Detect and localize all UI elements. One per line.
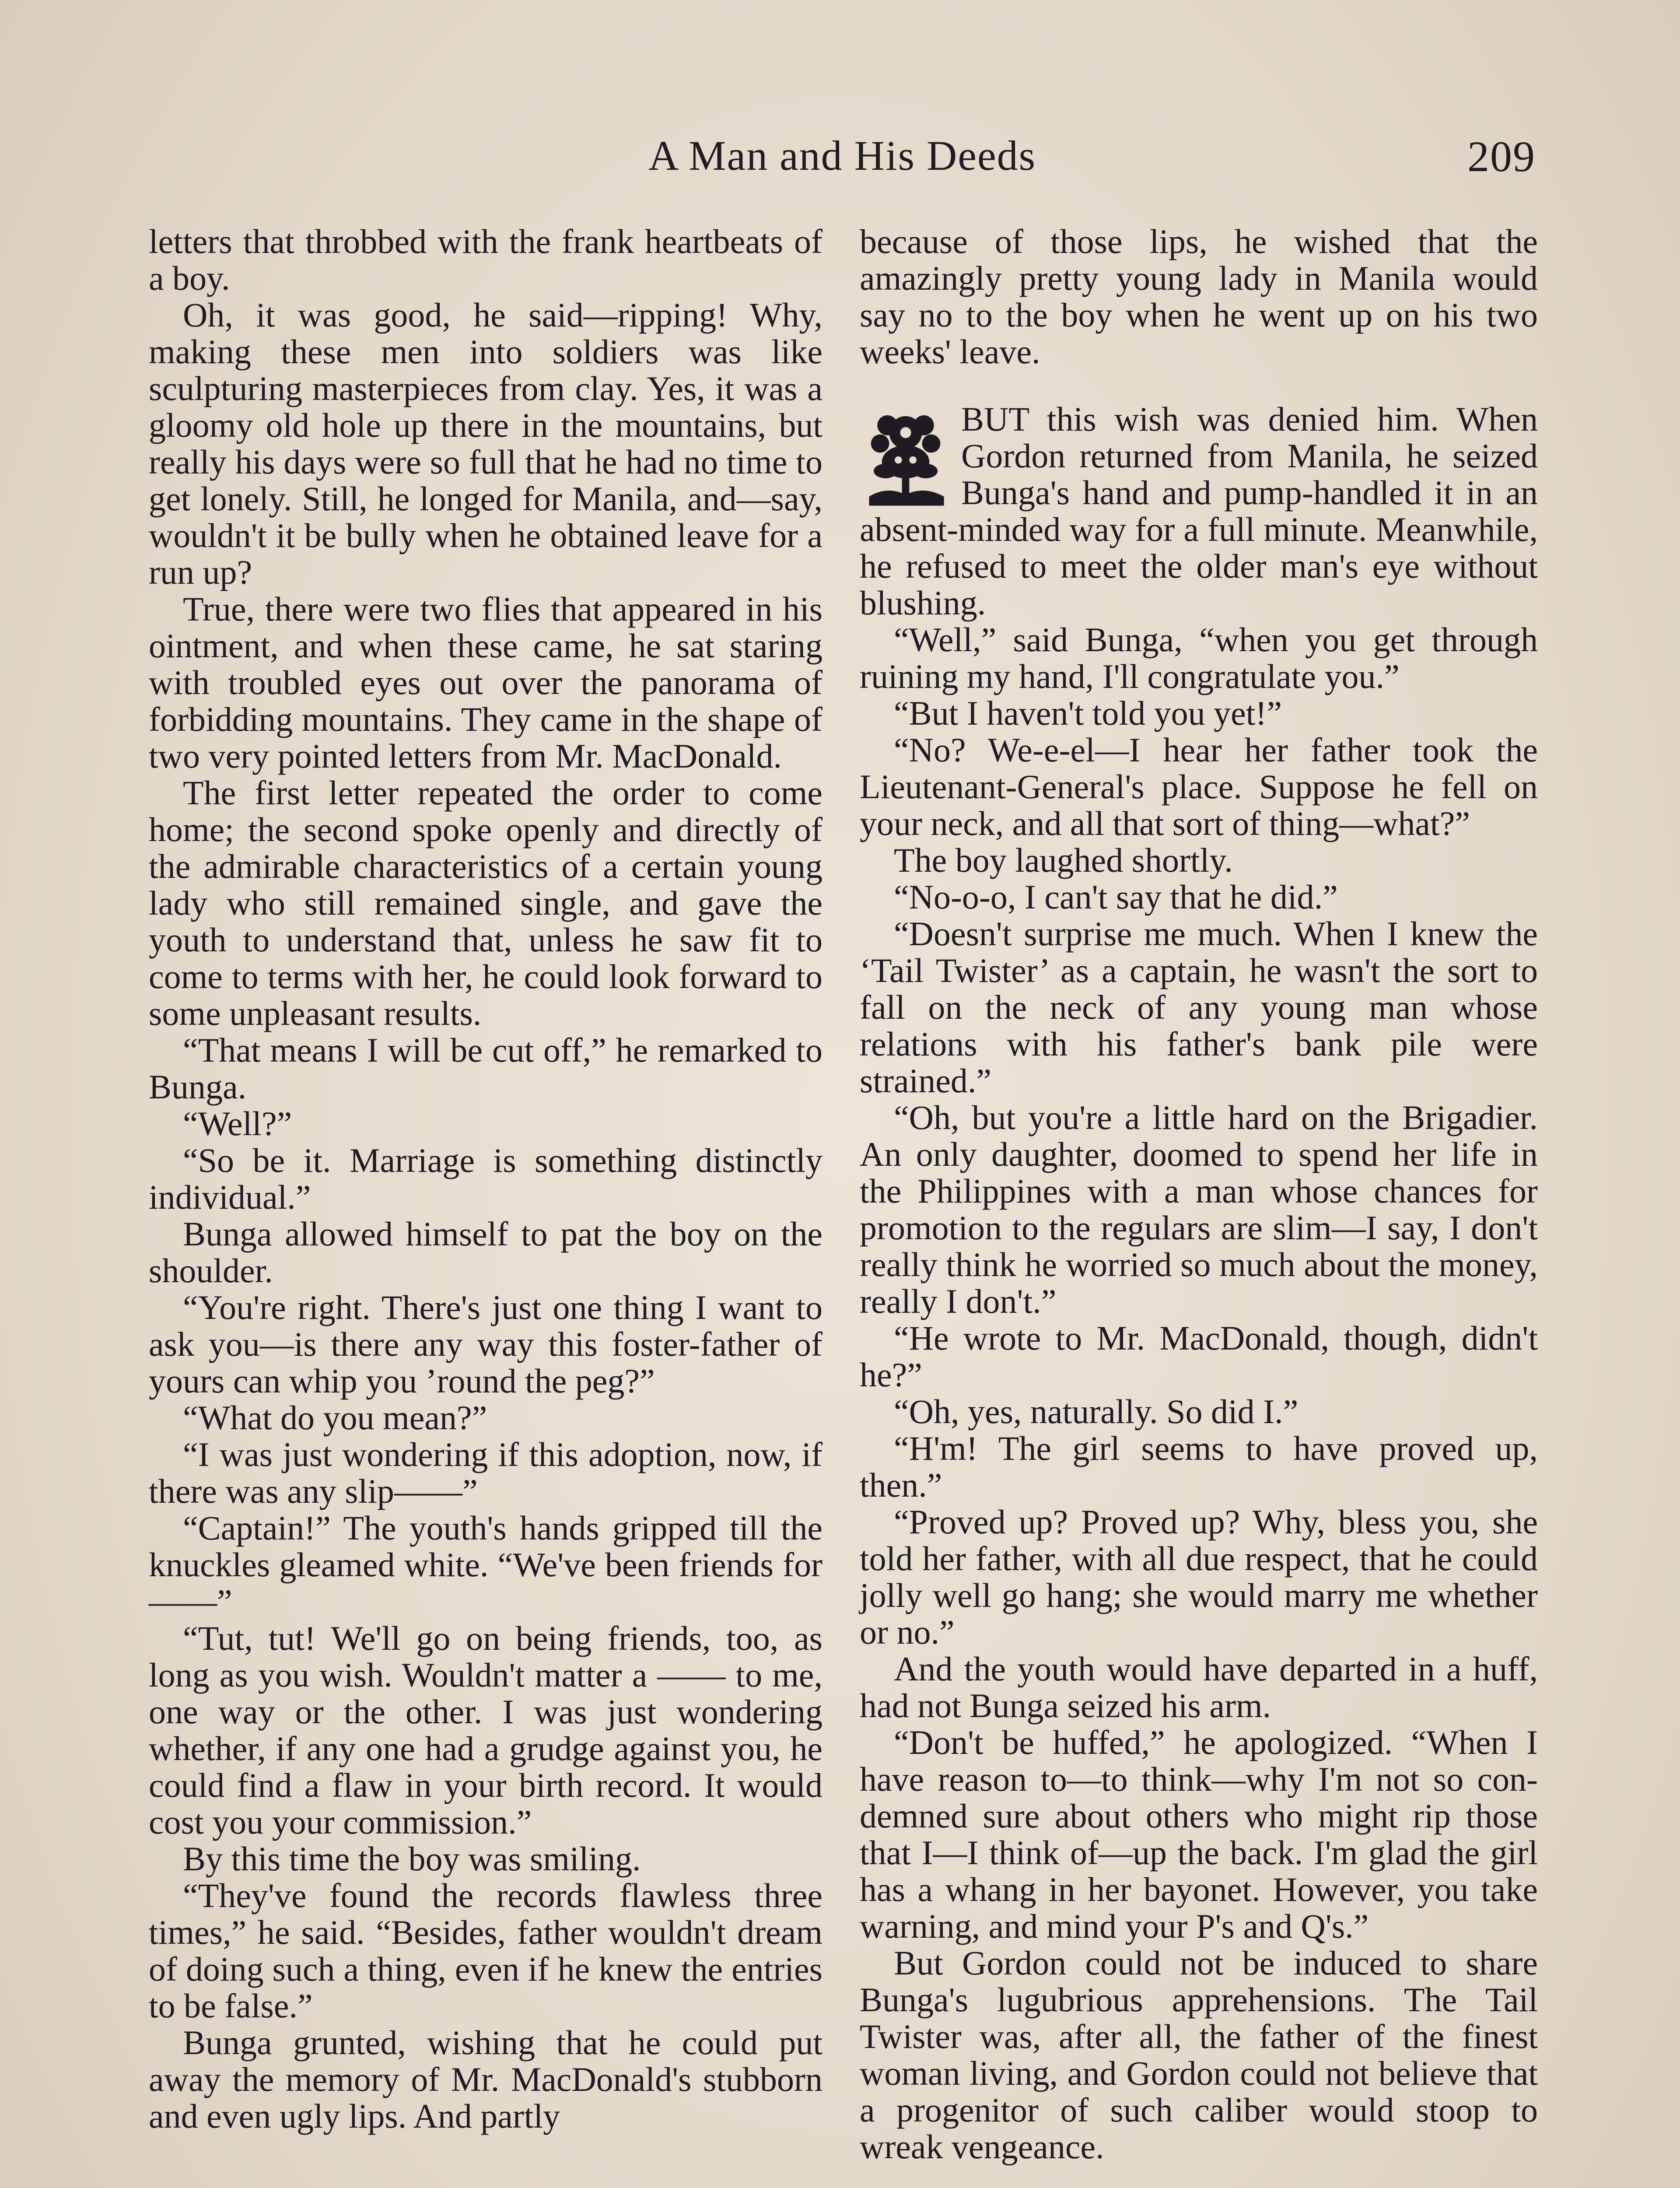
paragraph: “Oh, but you're a little hard on the Brigadier. An only daughter, doomed to spend her life in the Philippines with a man whose chances for promotion to the regulars are slim—I say, I don't really think he worried so much about the money, really I don't.” xyxy=(860,1098,1538,1320)
paragraph: “You're right. There's just one thing I want to ask you—is there any way this foster-father of yours can whip you ’round the peg?” xyxy=(149,1288,822,1400)
running-head: A Man and His Deeds xyxy=(648,132,1036,179)
paragraph: “No-o-o, I can't say that he did.” xyxy=(894,878,1338,916)
paragraph: “He wrote to Mr. MacDonald, though, didn't he?” xyxy=(860,1319,1538,1394)
paragraph: “What do you mean?” xyxy=(183,1399,487,1437)
paragraph: letters that throbbed with the frank heartbeats of a boy. xyxy=(149,222,822,297)
paragraph: “Doesn't surprise me much. When I knew the ‘Tail Twister’ as a captain, he wasn't the sort to fall on the neck of any young man whose relations with his father's bank pile were strained.” xyxy=(860,915,1538,1100)
paragraph: “Proved up? Proved up? Why, bless you, she told her father, with all due respect, that he could jolly well go hang; she would marry me whether or no.” xyxy=(860,1503,1538,1651)
paragraph: “So be it. Marriage is something distinctly individual.” xyxy=(149,1141,822,1216)
floral-ornament-icon xyxy=(860,405,952,510)
paragraph: “Oh, yes, naturally. So did I.” xyxy=(894,1392,1298,1431)
paragraph: Bunga grunted, wishing that he could put away the memory of Mr. MacDonald's stubborn and even ugly lips. And partly xyxy=(149,2023,822,2135)
paragraph: By this time the boy was smiling. xyxy=(183,1840,641,1878)
paragraph: “Don't be huffed,” he apologized. “When I have reason to—to think—why I'm not so con-demned sure about others who might rip those that I—I think of—up the back. I'm glad the girl has a whang in her bayonet. However, you take warning, and mind your P's and Q's.” xyxy=(860,1723,1538,1945)
paragraph: “Captain!” The youth's hands gripped till the knuckles gleamed white. “We've been friends for——” xyxy=(149,1509,822,1620)
page-number: 209 xyxy=(1467,132,1536,181)
paragraph: The first letter repeated the order to come home; the second spoke openly and directly of the admirable characteristics of a certain young lady who still remained single, and gave the youth to understand that, unless he saw fit to come to terms with her, he could look forward to some unpleasant results. xyxy=(149,774,822,1032)
paragraph: True, there were two flies that appeared in his ointment, and when these came, he sat staring with troubled eyes out over the panorama of forbidding mountains. They came in the shape of two very pointed letters from Mr. MacDonald. xyxy=(149,590,822,775)
paragraph: BUT this wish was denied him. When Gordon returned from Manila, he seized Bunga's hand and pump-handled it in an absent-minded way for a full minute. Meanwhile, he refused to meet the older man's eye without blushing. xyxy=(860,400,1538,622)
paragraph: Oh, it was good, he said—ripping! Why, making these men into soldiers was like sculpturing masterpieces from clay. Yes, it was a gloomy old hole up there in the mountains, but really his days were so full that he had no time to get lonely. Still, he longed for Manila, and—say, wouldn't it be bully when he obtained leave for a run up? xyxy=(149,296,822,591)
paragraph: But Gordon could not be induced to share Bunga's lugubrious apprehensions. The Tail Twister was, after all, the father of the finest woman living, and Gordon could not believe that a progenitor of such caliber would stoop to wreak vengeance. xyxy=(860,1944,1538,2166)
paragraph: Bunga allowed himself to pat the boy on the shoulder. xyxy=(149,1215,822,1290)
left-column xyxy=(149,223,822,2135)
paragraph: “Tut, tut! We'll go on being friends, too, as long as you wish. Wouldn't matter a —— to me, one way or the other. I was just wondering whether, if any one had a grudge against you, he could find a flaw in your birth record. It would cost you your commission.” xyxy=(149,1619,822,1841)
right-column xyxy=(860,223,1538,2165)
paragraph: “That means I will be cut off,” he remarked to Bunga. xyxy=(149,1031,822,1106)
paragraph: And the youth would have departed in a huff, had not Bunga seized his arm. xyxy=(860,1650,1538,1725)
paragraph: “Well,” said Bunga, “when you get through ruining my hand, I'll congratulate you.” xyxy=(860,621,1538,695)
paragraph: “But I haven't told you yet!” xyxy=(894,694,1282,732)
paragraph: “I was just wondering if this adoption, now, if there was any slip——” xyxy=(149,1435,822,1510)
paragraph: The boy laughed shortly. xyxy=(894,841,1233,879)
paragraph: “H'm! The girl seems to have proved up, then.” xyxy=(860,1429,1538,1504)
paragraph: “Well?” xyxy=(183,1105,292,1143)
page-header xyxy=(0,131,1680,188)
paragraph: “No? We-e-el—I hear her father took the Lieutenant-General's place. Suppose he fell on your neck, and all that sort of thing—what?” xyxy=(860,731,1538,842)
paragraph: “They've found the records flawless three times,” he said. “Besides, father wouldn't dream of doing such a thing, even if he knew the entries to be false.” xyxy=(149,1876,822,2025)
paragraph: because of those lips, he wished that the amazingly pretty young lady in Manila would say no to the boy when he went up on his two weeks' leave. xyxy=(860,222,1538,371)
